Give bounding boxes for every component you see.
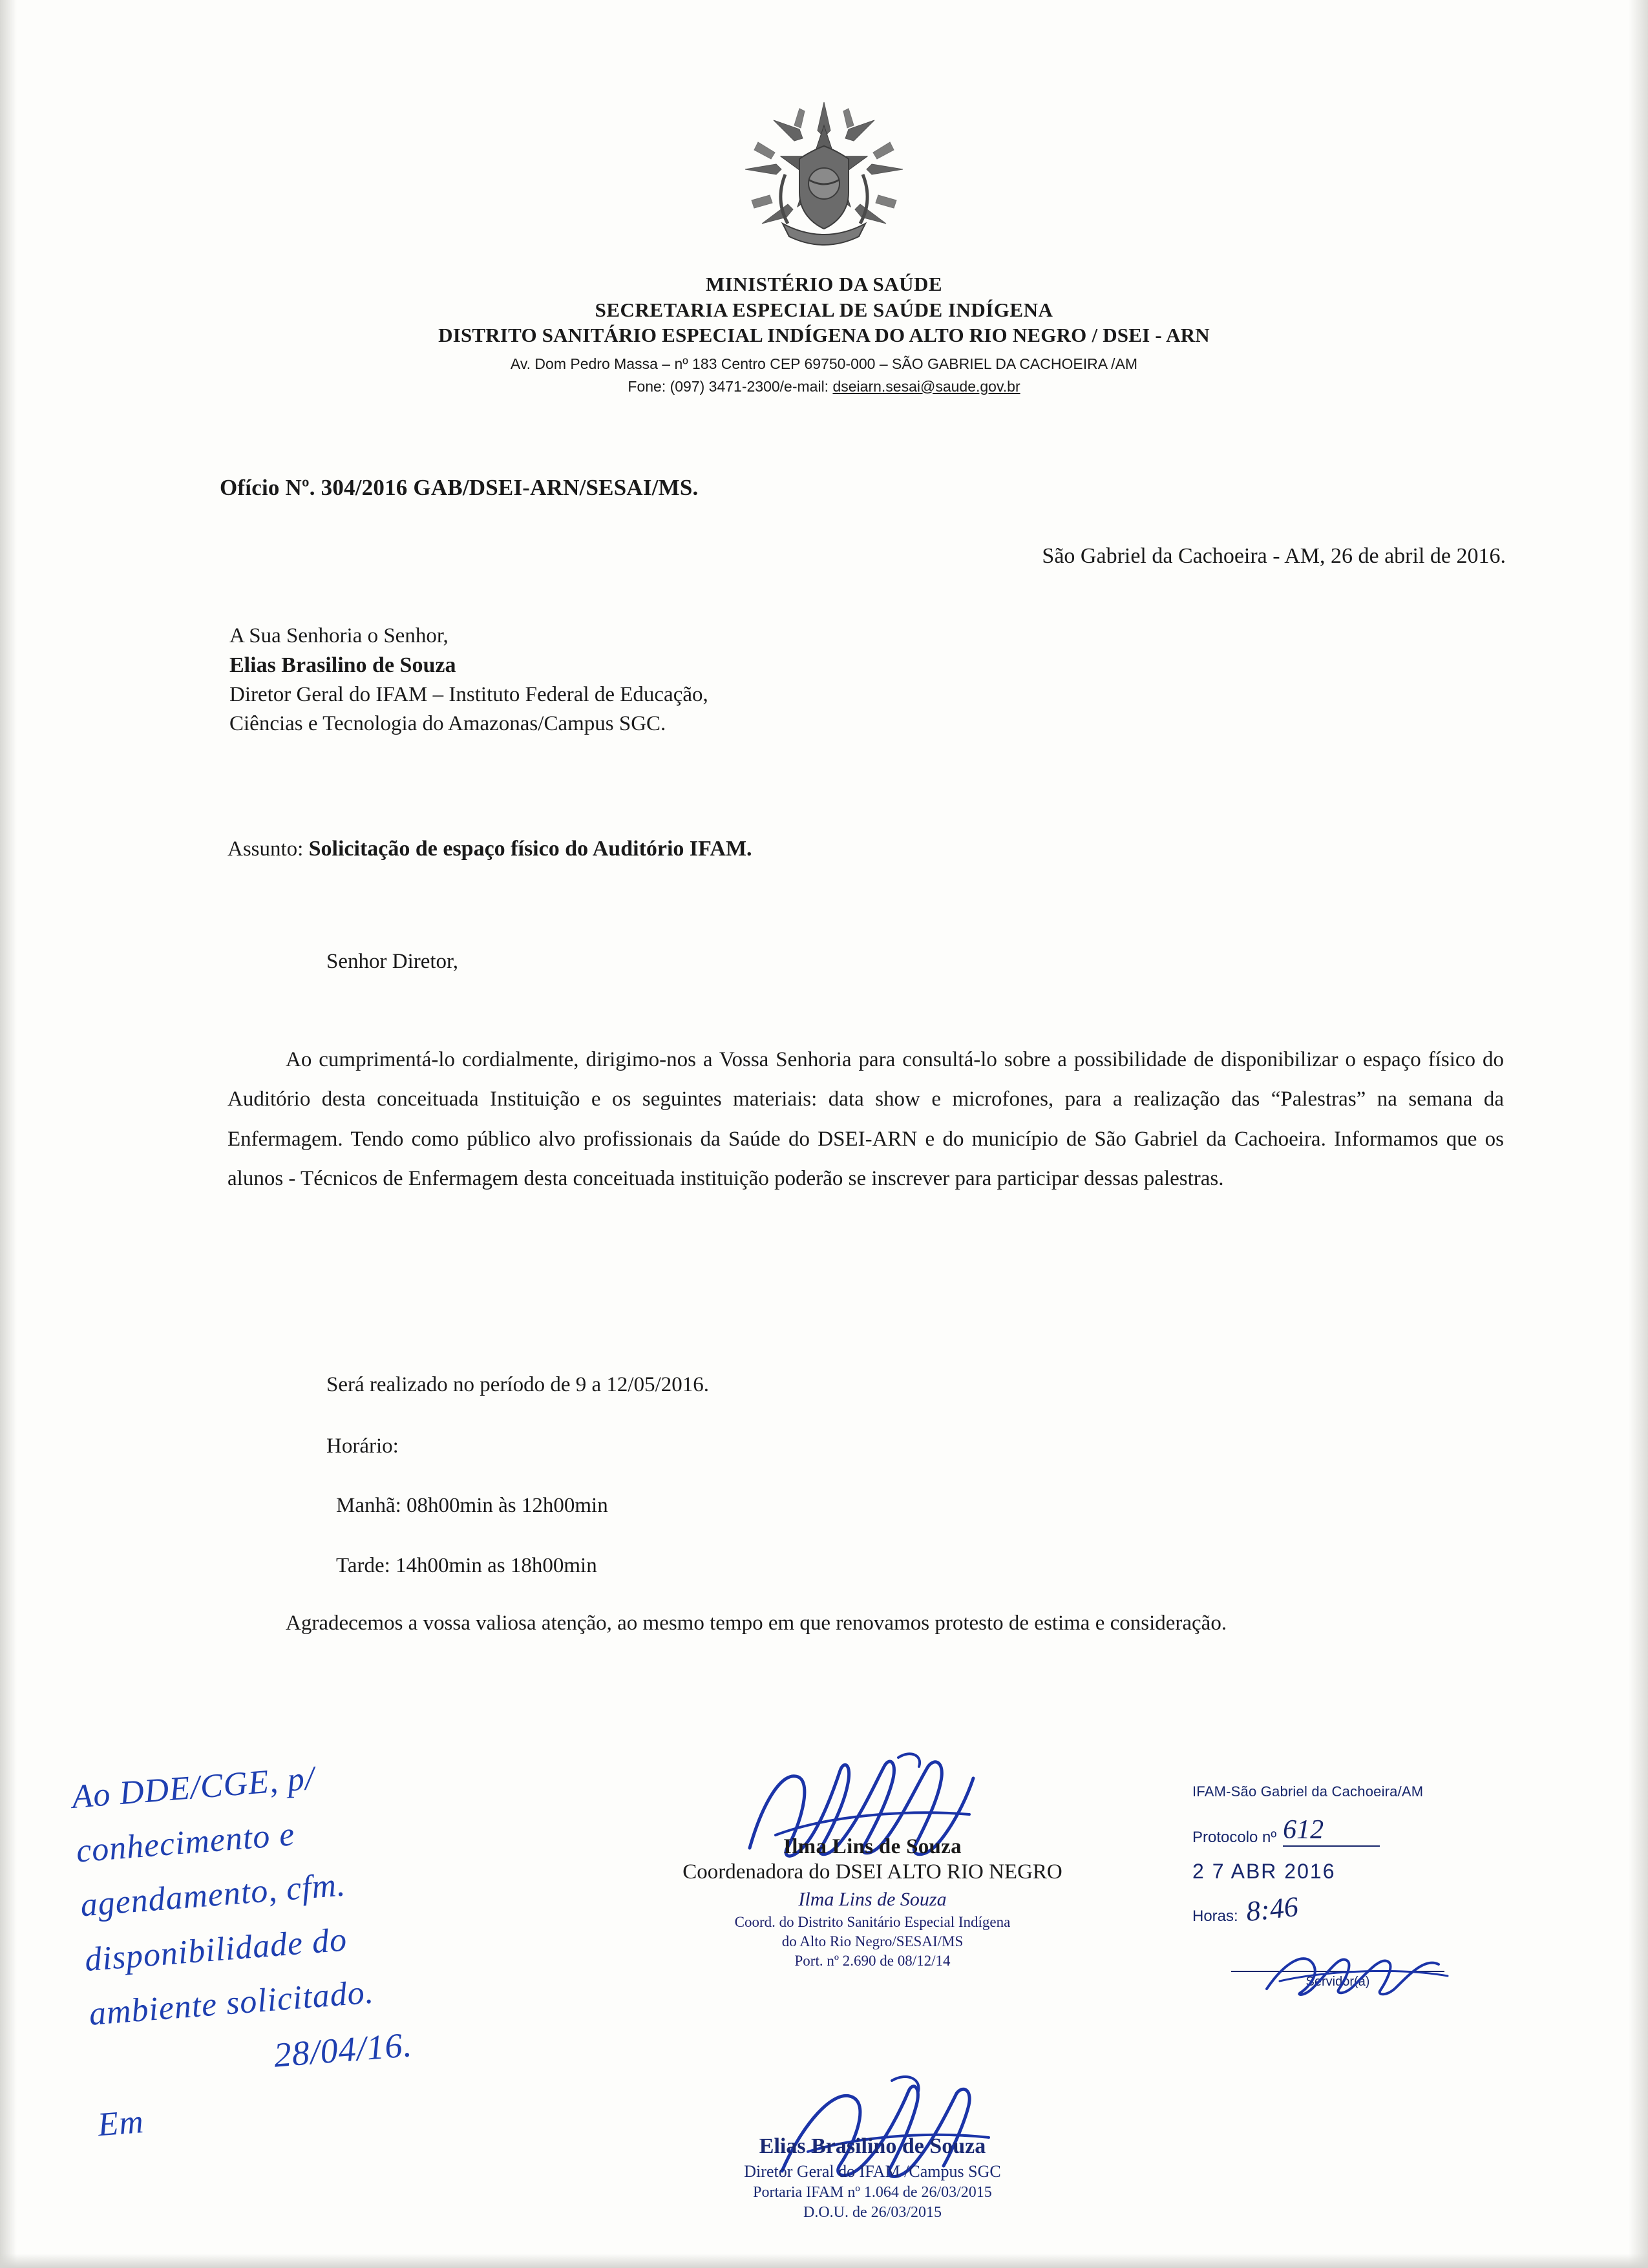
secretariat-line: SECRETARIA ESPECIAL DE SAÚDE INDÍGENA [595, 298, 1053, 321]
handwritten-line-6: Em [96, 2103, 145, 2144]
director-stamp-portaria: Portaria IFAM nº 1.064 de 26/03/2015 [753, 2183, 992, 2201]
schedule-afternoon: Tarde: 14h00min as 18h00min [336, 1554, 597, 1577]
handwritten-line-4: disponibilidade do [83, 1921, 348, 1979]
protocol-title: IFAM-São Gabriel da Cachoeira/AM [1192, 1783, 1424, 1800]
salutation: Senhor Diretor, [326, 950, 458, 973]
ministry-line: MINISTÉRIO DA SAÚDE [705, 273, 943, 295]
director-stamp-name: Elias Brasilino de Souza [759, 2134, 986, 2158]
institution-header [0, 271, 1648, 397]
addressee-greeting: A Sua Senhoria o Senhor, [229, 624, 449, 647]
protocol-number-row [1192, 1814, 1477, 1847]
addressee-role-line1: Diretor Geral do IFAM – Instituto Federal de Educação, [229, 683, 708, 707]
coordinator-role: Coordenadora do DSEI ALTO RIO NEGRO [682, 1860, 1062, 1884]
scan-edge-bottom [0, 2254, 1648, 2268]
body-paragraph-1-text: Ao cumprimentá-lo cordialmente, dirigimo-nos a Vossa Senhoria para consultá-lo sobre a possibilidade de disponibilizar o espaço físico do Auditório desta conceituada Instituição e os seguintes materiais: data show e microfones, para a realização das “Palestras” na semana da Enfermagem. Tendo como público alvo profissionais da Saúde do DSEI-ARN e do município de São Gabriel da Cachoeira. Informamos que os alunos - Técnicos de Enfermagem desta conceituada instituição poderão se inscrever para participar dessas palestras. [227, 1048, 1504, 1191]
coordinator-stamp-portaria: Port. nº 2.690 de 08/12/14 [794, 1953, 951, 1969]
coordinator-name: Ilma Lins de Souza [783, 1835, 962, 1858]
protocol-number-label: Protocolo nº [1192, 1829, 1277, 1846]
signature-block-director [646, 2132, 1099, 2223]
body-paragraph-2 [227, 1604, 1504, 1643]
handwritten-line-3: agendamento, cfm. [79, 1866, 347, 1924]
director-stamp-dou: D.O.U. de 26/03/2015 [803, 2204, 942, 2221]
protocol-number-value: 612 [1283, 1815, 1324, 1845]
protocol-date: 2 7 ABR 2016 [1192, 1860, 1336, 1883]
schedule-label: Horário: [326, 1434, 399, 1458]
address-line: Av. Dom Pedro Massa – nº 183 Centro CEP 69750-000 – SÃO GABRIEL DA CACHOEIRA /AM [510, 355, 1138, 373]
contact-line [0, 375, 1648, 398]
director-stamp-role: Diretor Geral do IFAM /Campus SGC [744, 2162, 1001, 2181]
coordinator-stamp-role2: do Alto Rio Negro/SESAI/MS [781, 1933, 964, 1949]
handwritten-line-5: ambiente solicitado. [87, 1973, 375, 2033]
protocol-hours-label: Horas: [1192, 1907, 1238, 1925]
coordinator-stamp-name: Ilma Lins de Souza [798, 1889, 947, 1910]
protocol-stamp [1192, 1783, 1477, 1990]
period-line: Será realizado no período de 9 a 12/05/2016. [326, 1373, 709, 1396]
district-line: DISTRITO SANITÁRIO ESPECIAL INDÍGENA DO ALTO RIO NEGRO / DSEI - ARN [438, 324, 1210, 347]
document-reference: Ofício Nº. 304/2016 GAB/DSEI-ARN/SESAI/MS. [220, 475, 699, 500]
subject-line [227, 837, 752, 861]
handwritten-annotation [70, 1720, 744, 2153]
addressee-role-line2: Ciências e Tecnologia do Amazonas/Campus SGC. [229, 711, 666, 735]
schedule-morning: Manhã: 08h00min às 12h00min [336, 1494, 608, 1517]
coordinator-stamp-role1: Coord. do Distrito Sanitário Especial Indígena [734, 1913, 1011, 1930]
protocol-servidor-label: Servidor(a) [1231, 1971, 1444, 1990]
addressee-name: Elias Brasilino de Souza [229, 653, 456, 677]
subject-value: Solicitação de espaço físico do Auditório IFAM. [308, 837, 752, 861]
handwritten-line-1: Ao DDE/CGE, p/ [70, 1759, 317, 1816]
body-paragraph-1 [227, 1040, 1504, 1199]
email-link[interactable]: dseiarn.sesai@saude.gov.br [832, 377, 1020, 395]
protocol-hours-value: 8:46 [1244, 1890, 1300, 1928]
handwritten-date: 28/04/16. [272, 2025, 414, 2075]
protocol-hours-row [1192, 1890, 1477, 1928]
city-date: São Gabriel da Cachoeira - AM, 26 de abril de 2016. [1042, 544, 1506, 568]
addressee-block [229, 622, 708, 739]
body-paragraph-2-text: Agradecemos a vossa valiosa atenção, ao mesmo tempo em que renovamos protesto de estima e consideração. [286, 1612, 1227, 1635]
brazil-coat-of-arms-icon [740, 97, 908, 265]
phone-text: Fone: (097) 3471-2300/e-mail: [628, 377, 833, 395]
handwritten-line-2: conhecimento e [74, 1816, 297, 1870]
subject-label: Assunto: [227, 837, 309, 861]
